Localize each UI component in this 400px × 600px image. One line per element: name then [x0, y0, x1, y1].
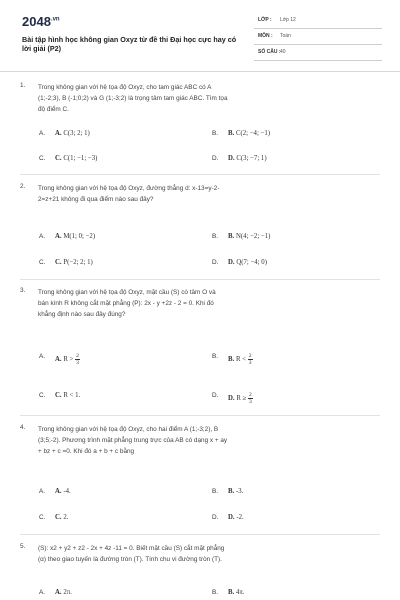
fraction: $\frac{2}{3}$: [248, 353, 252, 366]
meta-row-subject: MÔN : Toán: [254, 30, 382, 45]
header-divider: [0, 71, 400, 72]
question-divider: [20, 174, 380, 175]
question-divider: [20, 279, 380, 280]
question-text: Trong không gian với hệ tọa độ Oxyz, cho tam giác ABC có A (1;-2;3), B (-1;0;2) và G (1;-3;2) là trọng tâm tam giác ABC. Tìm tọa độ điểm C.: [38, 84, 228, 114]
question-text: Trong không gian với hệ tọa độ Oxyz, cho hai điểm A (1;-3;2), B (3;5;-2). Phương trình mặt phẳng trung trực của AB có dạng x + ay + bz + c =0. Khi đó a + b + c bằng: [38, 426, 228, 456]
question-divider: [20, 415, 380, 416]
question-text: Trong không gian với hệ tọa độ Oxyz, mặt cầu (S) có tâm O và bán kính R không cắt mặt phẳng (P): 2x - y +2z - 2 = 0. Khi đó khẳng định nào sau đây đúng?: [38, 289, 216, 319]
fraction: $\frac{2}{3}$: [248, 392, 252, 405]
question-text: Trong không gian với hệ tọa độ Oxyz, đường thẳng d: x-13=y-2-2=z+21 không đi qua điểm nào sau đây?: [38, 185, 220, 204]
document-title: Bài tập hình học không gian Oxyz từ đề thi Đại học cực hay có lời giải (P2): [22, 35, 237, 53]
meta-row-count: SỐ CÂU : 40: [254, 46, 382, 61]
document-header: [22, 14, 382, 66]
meta-row-class: LỚP : Lớp 12: [254, 14, 382, 29]
document-page: $2048^{.vn}$ Bài tập hình học không gian Oxyz từ đề thi Đại học cực hay có lời giải (P2) LỚP : Lớp 12 MÔN : Toán SỐ CÂU : 40 1. Trong không gian với hệ tọa độ Oxyz, cho tam giác ABC có A (1;-2;3), B (-1;0;2) và G (1;-3;2) là trọng tâm tam giác ABC. Tìm tọa độ điểm C. A. A. C(3; 2; 1) B. B. C(2; −4; −1) C. C. C(1; −1; −3) D. D. C(3; −7; 1) 2. Trong không gian với hệ tọa độ Oxyz, đường thẳng d: x-13=y-2-2=z+21 không đi qua điểm nào sau đây? A. A. M(1; 0; −2) B. B. N(4; −2; −1) C. C. P(−2; 2; 1) D. D. Q(7; −4; 0) 3. Trong không gian với hệ tọa độ Oxyz, mặt cầu (S) có tâm O và bán kính R không cắt mặt phẳng (P): 2x - y +2z - 2 = 0. Khi đó khẳng định nào sau đây đúng? A. A. R > $\frac{2}{3}$ B. B. R < $\frac{2}{3}$ C. C. R < 1. D. D. R ≥ $\frac{2}{3}$ 4. Trong không gian với hệ tọa độ Oxyz, cho hai điểm A (1;-3;2), B (3;5;-2). Phương trình mặt phẳng trung trực của AB có dạng x + ay + bz + c =0. Khi đó a + b + c bằng A. A. -4. B. B. -3. C. C. 2. D. D. -2. 5. (S): x2 + y2 + z2 - 2x + 4z -11 = 0. Biết mặt cầu (S) cắt mặt phẳng (α) theo giao tuyến là đường tròn (T). Tính chu vi đường tròn (T). A. A. 2π. B. B. 4π.: [0, 0, 400, 600]
question-text: (S): x2 + y2 + z2 - 2x + 4z -11 = 0. Biết mặt cầu (S) cắt mặt phẳng (α) theo giao tuyến là đường tròn (T). Tính chu vi đường tròn (T).: [38, 545, 225, 564]
question-divider: [20, 534, 380, 535]
fraction: $\frac{2}{3}$: [76, 353, 79, 366]
site-logo[interactable]: $2048^{.vn}$: [22, 14, 60, 29]
